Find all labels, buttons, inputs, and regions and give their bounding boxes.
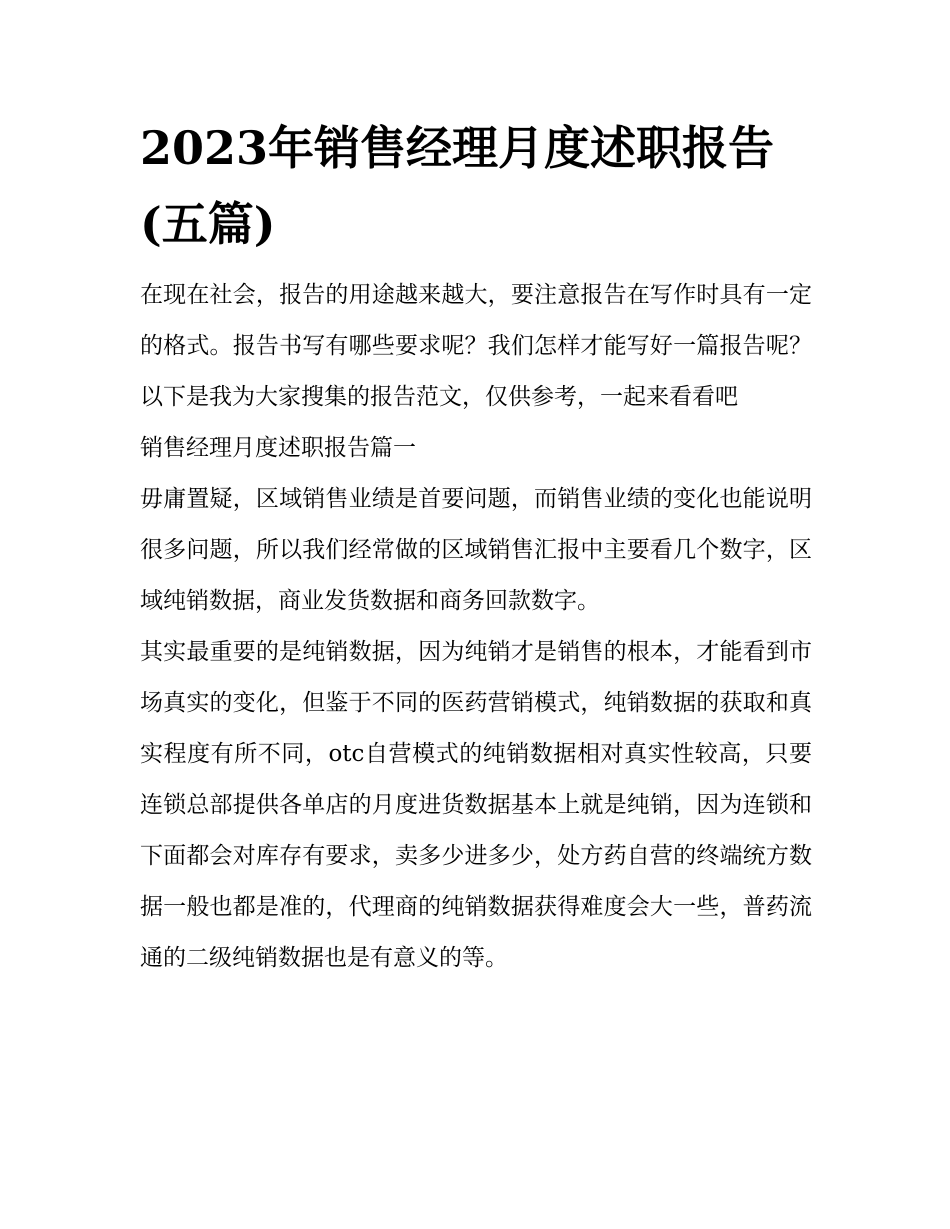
body-paragraph-1: 毋庸置疑，区域销售业绩是首要问题，而销售业绩的变化也能说明很多问题，所以我们经常做的区域销售汇报中主要看几个数字，区域纯销数据，商业发货数据和商务回款数字。 [140,486,812,614]
intro-paragraph: 在现在社会，报告的用途越来越大，要注意报告在写作时具有一定的格式。报告书写有哪些要求呢？我们怎样才能写好一篇报告呢？以下是我为大家搜集的报告范文，仅供参考，一起来看看吧 [140,282,812,410]
section-heading: 销售经理月度述职报告篇一 [140,435,416,461]
document-page [140,110,812,984]
body-paragraph-2: 其实最重要的是纯销数据，因为纯销才是销售的根本，才能看到市场真实的变化，但鉴于不同的医药营销模式，纯销数据的获取和真实程度有所不同，otc自营模式的纯销数据相对真实性较高，只要连锁总部提供各单店的月度进货数据基本上就是纯销，因为连锁和下面都会对库存有要求，卖多少进多少，处方药自营的终端统方数据一般也都是准的，代理商的纯销数据获得难度会大一些，普药流通的二级纯销数据也是有意义的等。 [140,639,812,971]
document-title: 2023年销售经理月度述职报告(五篇) [140,121,775,251]
